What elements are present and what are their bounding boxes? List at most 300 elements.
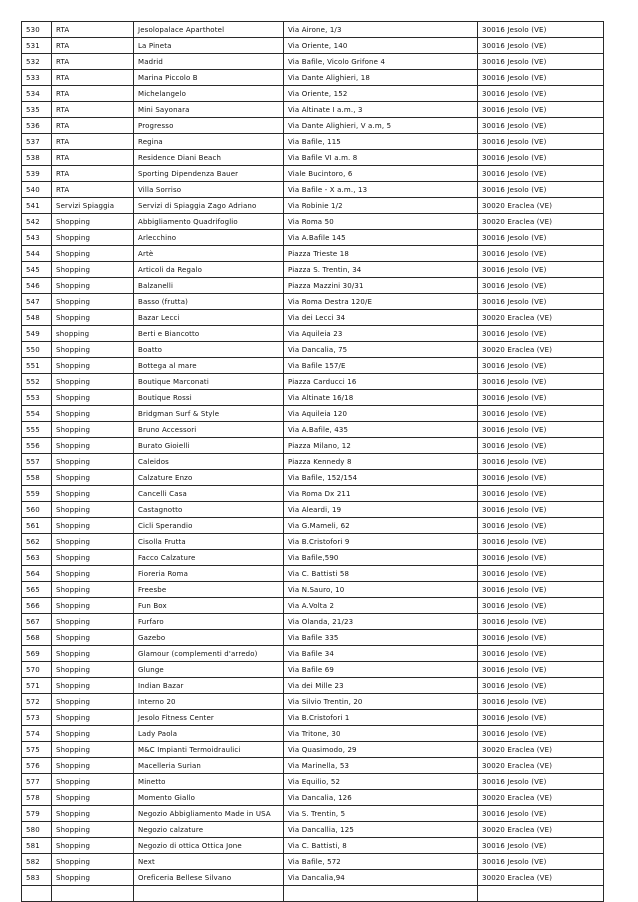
row-number-cell: 535 <box>22 102 52 118</box>
address-cell: Via Roma Destra 120/E <box>284 294 478 310</box>
row-number-cell: 546 <box>22 278 52 294</box>
name-cell: Furfaro <box>134 614 284 630</box>
address-cell: Via Dancalia, 126 <box>284 790 478 806</box>
address-cell: Via A.Bafile 145 <box>284 230 478 246</box>
address-cell: Via Oriente, 140 <box>284 38 478 54</box>
city-cell: 30016 Jesolo (VE) <box>478 294 604 310</box>
city-cell: 30016 Jesolo (VE) <box>478 678 604 694</box>
address-cell: Piazza Carducci 16 <box>284 374 478 390</box>
address-cell: Via Dante Alighieri, V a.m, 5 <box>284 118 478 134</box>
table-row <box>22 86 604 102</box>
category-cell: RTA <box>52 54 134 70</box>
category-cell: Shopping <box>52 710 134 726</box>
city-cell: 30016 Jesolo (VE) <box>478 582 604 598</box>
table-row <box>22 406 604 422</box>
table-row <box>22 854 604 870</box>
address-cell: Piazza Trieste 18 <box>284 246 478 262</box>
row-number-cell: 560 <box>22 502 52 518</box>
table-row <box>22 294 604 310</box>
table-row <box>22 342 604 358</box>
address-cell: Via Bafile 34 <box>284 646 478 662</box>
category-cell: Shopping <box>52 662 134 678</box>
row-number-cell: 533 <box>22 70 52 86</box>
name-cell: Villa Sorriso <box>134 182 284 198</box>
city-cell: 30016 Jesolo (VE) <box>478 374 604 390</box>
address-cell: Via Silvio Trentin, 20 <box>284 694 478 710</box>
city-cell: 30016 Jesolo (VE) <box>478 486 604 502</box>
city-cell: 30016 Jesolo (VE) <box>478 278 604 294</box>
address-cell: Via Bafile 157/E <box>284 358 478 374</box>
category-cell: Shopping <box>52 806 134 822</box>
table-row <box>22 774 604 790</box>
name-cell: Boutique Rossi <box>134 390 284 406</box>
city-cell: 30016 Jesolo (VE) <box>478 150 604 166</box>
address-cell: Piazza Milano, 12 <box>284 438 478 454</box>
city-cell: 30016 Jesolo (VE) <box>478 262 604 278</box>
address-cell: Via Oriente, 152 <box>284 86 478 102</box>
table-row <box>22 326 604 342</box>
category-cell: Shopping <box>52 422 134 438</box>
address-cell: Via Bafile,590 <box>284 550 478 566</box>
category-cell: RTA <box>52 70 134 86</box>
address-cell: Via A.Bafile, 435 <box>284 422 478 438</box>
category-cell: Shopping <box>52 678 134 694</box>
name-cell: Castagnotto <box>134 502 284 518</box>
row-number-cell: 582 <box>22 854 52 870</box>
category-cell: Shopping <box>52 838 134 854</box>
city-cell: 30016 Jesolo (VE) <box>478 422 604 438</box>
category-cell: Shopping <box>52 630 134 646</box>
row-number-cell: 545 <box>22 262 52 278</box>
name-cell: Balzanelli <box>134 278 284 294</box>
table-row <box>22 582 604 598</box>
city-cell: 30016 Jesolo (VE) <box>478 630 604 646</box>
table-row <box>22 598 604 614</box>
name-cell: Boatto <box>134 342 284 358</box>
name-cell: Negozio di ottica Ottica Jone <box>134 838 284 854</box>
address-cell: Via Bafile - X a.m., 13 <box>284 182 478 198</box>
category-cell: Shopping <box>52 486 134 502</box>
address-cell: Via Bafile, 572 <box>284 854 478 870</box>
category-cell: RTA <box>52 38 134 54</box>
address-cell: Via C. Battisti 58 <box>284 566 478 582</box>
table-row <box>22 166 604 182</box>
row-number-cell: 567 <box>22 614 52 630</box>
category-cell: Shopping <box>52 358 134 374</box>
row-number-cell: 541 <box>22 198 52 214</box>
name-cell: Calzature Enzo <box>134 470 284 486</box>
address-cell: Via Bafile, Vicolo Grifone 4 <box>284 54 478 70</box>
row-number-cell: 538 <box>22 150 52 166</box>
category-cell: Shopping <box>52 758 134 774</box>
row-number-cell: 547 <box>22 294 52 310</box>
name-cell: Freesbe <box>134 582 284 598</box>
category-cell: Shopping <box>52 502 134 518</box>
name-cell: M&C Impianti Termoidraulici <box>134 742 284 758</box>
address-cell: Via Altinate 16/18 <box>284 390 478 406</box>
address-cell: Via C. Battisti, 8 <box>284 838 478 854</box>
table-row <box>22 534 604 550</box>
address-cell: Via Olanda, 21/23 <box>284 614 478 630</box>
address-cell: Via Aquileia 23 <box>284 326 478 342</box>
table-row <box>22 790 604 806</box>
row-number-cell: 561 <box>22 518 52 534</box>
city-cell: 30016 Jesolo (VE) <box>478 726 604 742</box>
city-cell: 30016 Jesolo (VE) <box>478 438 604 454</box>
name-cell: Jesolopalace Aparthotel <box>134 22 284 38</box>
category-cell: Shopping <box>52 598 134 614</box>
category-cell: Shopping <box>52 614 134 630</box>
row-number-cell: 554 <box>22 406 52 422</box>
name-cell: Negozio Abbigliamento Made in USA <box>134 806 284 822</box>
category-cell: Shopping <box>52 726 134 742</box>
name-cell: Artè <box>134 246 284 262</box>
category-cell: RTA <box>52 134 134 150</box>
category-cell: RTA <box>52 22 134 38</box>
table-row <box>22 310 604 326</box>
row-number-cell: 564 <box>22 566 52 582</box>
table-row <box>22 694 604 710</box>
name-cell: Marina Piccolo B <box>134 70 284 86</box>
name-cell: Facco Calzature <box>134 550 284 566</box>
listing-table <box>21 21 604 902</box>
row-number-cell: 569 <box>22 646 52 662</box>
category-cell: Shopping <box>52 374 134 390</box>
row-number-cell: 579 <box>22 806 52 822</box>
city-cell: 30020 Eraclea (VE) <box>478 198 604 214</box>
category-cell: Shopping <box>52 534 134 550</box>
name-cell: Basso (frutta) <box>134 294 284 310</box>
category-cell: Shopping <box>52 310 134 326</box>
city-cell: 30016 Jesolo (VE) <box>478 502 604 518</box>
city-cell: 30016 Jesolo (VE) <box>478 518 604 534</box>
category-cell: RTA <box>52 150 134 166</box>
table-row <box>22 822 604 838</box>
table-row <box>22 230 604 246</box>
name-cell: Abbigliamento Quadrifoglio <box>134 214 284 230</box>
name-cell: Gazebo <box>134 630 284 646</box>
category-cell: Shopping <box>52 822 134 838</box>
city-cell: 30016 Jesolo (VE) <box>478 326 604 342</box>
table-row <box>22 502 604 518</box>
name-cell: Mini Sayonara <box>134 102 284 118</box>
address-cell: Via Dante Alighieri, 18 <box>284 70 478 86</box>
table-row <box>22 486 604 502</box>
row-number-cell: 536 <box>22 118 52 134</box>
name-cell: Jesolo Fitness Center <box>134 710 284 726</box>
table-row <box>22 742 604 758</box>
table-row <box>22 614 604 630</box>
row-number-cell: 540 <box>22 182 52 198</box>
category-cell: Shopping <box>52 742 134 758</box>
row-number-cell: 570 <box>22 662 52 678</box>
row-number-cell: 556 <box>22 438 52 454</box>
row-number-cell: 580 <box>22 822 52 838</box>
category-cell: Shopping <box>52 582 134 598</box>
city-cell: 30016 Jesolo (VE) <box>478 246 604 262</box>
address-cell: Via Bafile, 152/154 <box>284 470 478 486</box>
table-row <box>22 470 604 486</box>
address-cell: Piazza Kennedy 8 <box>284 454 478 470</box>
table-row <box>22 806 604 822</box>
listing-table-body <box>22 22 604 902</box>
row-number-cell: 566 <box>22 598 52 614</box>
category-cell: Shopping <box>52 390 134 406</box>
city-cell: 30016 Jesolo (VE) <box>478 646 604 662</box>
address-cell: Via Roma 50 <box>284 214 478 230</box>
address-cell: Viale Bucintoro, 6 <box>284 166 478 182</box>
category-cell: Shopping <box>52 854 134 870</box>
category-cell: RTA <box>52 166 134 182</box>
table-row <box>22 630 604 646</box>
address-cell: Via A.Volta 2 <box>284 598 478 614</box>
row-number-cell: 583 <box>22 870 52 886</box>
city-cell: 30016 Jesolo (VE) <box>478 838 604 854</box>
table-row <box>22 646 604 662</box>
category-cell: RTA <box>52 182 134 198</box>
city-cell: 30016 Jesolo (VE) <box>478 54 604 70</box>
category-cell: Shopping <box>52 294 134 310</box>
address-cell: Via Aquileia 120 <box>284 406 478 422</box>
category-cell: Shopping <box>52 870 134 886</box>
table-row <box>22 838 604 854</box>
row-number-cell: 559 <box>22 486 52 502</box>
category-cell: Shopping <box>52 406 134 422</box>
table-row <box>22 262 604 278</box>
name-cell: Minetto <box>134 774 284 790</box>
row-number-cell: 574 <box>22 726 52 742</box>
name-cell: Burato Gioielli <box>134 438 284 454</box>
name-cell: Bruno Accessori <box>134 422 284 438</box>
name-cell: Negozio calzature <box>134 822 284 838</box>
name-cell: Articoli da Regalo <box>134 262 284 278</box>
row-number-cell: 553 <box>22 390 52 406</box>
address-cell: Via dei Mille 23 <box>284 678 478 694</box>
row-number-cell: 578 <box>22 790 52 806</box>
name-cell: Boutique Marconati <box>134 374 284 390</box>
table-row <box>22 438 604 454</box>
table-row <box>22 38 604 54</box>
city-cell: 30016 Jesolo (VE) <box>478 614 604 630</box>
city-cell: 30020 Eraclea (VE) <box>478 822 604 838</box>
row-number-cell: 572 <box>22 694 52 710</box>
table-row <box>22 710 604 726</box>
city-cell: 30016 Jesolo (VE) <box>478 70 604 86</box>
name-cell: Glunge <box>134 662 284 678</box>
category-cell: Servizi Spiaggia <box>52 198 134 214</box>
table-row <box>22 198 604 214</box>
category-cell: Shopping <box>52 438 134 454</box>
row-number-cell: 571 <box>22 678 52 694</box>
city-cell: 30016 Jesolo (VE) <box>478 230 604 246</box>
city-cell: 30016 Jesolo (VE) <box>478 406 604 422</box>
address-cell: Via Roma Dx 211 <box>284 486 478 502</box>
table-row <box>22 182 604 198</box>
table-row <box>22 726 604 742</box>
city-cell: 30016 Jesolo (VE) <box>478 470 604 486</box>
address-cell: Via Bafile, 115 <box>284 134 478 150</box>
name-cell: Oreficeria Bellese Silvano <box>134 870 284 886</box>
address-cell: Piazza Mazzini 30/31 <box>284 278 478 294</box>
city-cell: 30016 Jesolo (VE) <box>478 102 604 118</box>
city-cell: 30020 Eraclea (VE) <box>478 310 604 326</box>
address-cell: Via Aleardi, 19 <box>284 502 478 518</box>
city-cell: 30016 Jesolo (VE) <box>478 534 604 550</box>
city-cell: 30016 Jesolo (VE) <box>478 854 604 870</box>
name-cell: Indian Bazar <box>134 678 284 694</box>
category-cell: Shopping <box>52 518 134 534</box>
address-cell: Via G.Mameli, 62 <box>284 518 478 534</box>
category-cell: Shopping <box>52 646 134 662</box>
city-cell: 30016 Jesolo (VE) <box>478 390 604 406</box>
category-cell: Shopping <box>52 214 134 230</box>
city-cell: 30016 Jesolo (VE) <box>478 358 604 374</box>
name-cell: Progresso <box>134 118 284 134</box>
row-number-cell: 534 <box>22 86 52 102</box>
city-cell: 30016 Jesolo (VE) <box>478 662 604 678</box>
row-number-cell: 577 <box>22 774 52 790</box>
table-row <box>22 870 604 886</box>
table-row <box>22 518 604 534</box>
row-number-cell: 531 <box>22 38 52 54</box>
row-number-cell: 544 <box>22 246 52 262</box>
city-cell: 30020 Eraclea (VE) <box>478 758 604 774</box>
city-cell: 30020 Eraclea (VE) <box>478 342 604 358</box>
address-cell: Via Dancallia, 125 <box>284 822 478 838</box>
table-row <box>22 374 604 390</box>
address-cell: Via Bafile 69 <box>284 662 478 678</box>
city-cell: 30016 Jesolo (VE) <box>478 22 604 38</box>
category-cell: Shopping <box>52 246 134 262</box>
name-cell: Fioreria Roma <box>134 566 284 582</box>
city-cell: 30020 Eraclea (VE) <box>478 870 604 886</box>
name-cell: Bazar Lecci <box>134 310 284 326</box>
row-number-cell: 565 <box>22 582 52 598</box>
address-cell: Via B.Cristofori 1 <box>284 710 478 726</box>
table-row <box>22 214 604 230</box>
table-row <box>22 758 604 774</box>
address-cell: Via Tritone, 30 <box>284 726 478 742</box>
name-cell: Berti e Biancotto <box>134 326 284 342</box>
table-row <box>22 678 604 694</box>
category-cell: Shopping <box>52 694 134 710</box>
address-cell: Via Bafile 335 <box>284 630 478 646</box>
address-cell: Via Dancalia,94 <box>284 870 478 886</box>
address-cell: Via Airone, 1/3 <box>284 22 478 38</box>
city-cell: 30020 Eraclea (VE) <box>478 214 604 230</box>
table-row <box>22 422 604 438</box>
city-cell: 30016 Jesolo (VE) <box>478 806 604 822</box>
name-cell: Cicli Sperandio <box>134 518 284 534</box>
name-cell: Arlecchino <box>134 230 284 246</box>
address-cell: Via S. Trentin, 5 <box>284 806 478 822</box>
city-cell: 30016 Jesolo (VE) <box>478 694 604 710</box>
name-cell: Madrid <box>134 54 284 70</box>
table-row <box>22 662 604 678</box>
address-cell: Piazza S. Trentin, 34 <box>284 262 478 278</box>
category-cell: Shopping <box>52 566 134 582</box>
name-cell: Residence Diani Beach <box>134 150 284 166</box>
row-number-cell: 562 <box>22 534 52 550</box>
name-cell: Cisolla Frutta <box>134 534 284 550</box>
name-cell: Caleidos <box>134 454 284 470</box>
name-cell: Bridgman Surf & Style <box>134 406 284 422</box>
city-cell: 30016 Jesolo (VE) <box>478 166 604 182</box>
name-cell: Michelangelo <box>134 86 284 102</box>
city-cell: 30016 Jesolo (VE) <box>478 134 604 150</box>
table-row <box>22 70 604 86</box>
row-number-cell: 548 <box>22 310 52 326</box>
row-number-cell: 551 <box>22 358 52 374</box>
address-cell: Via B.Cristofori 9 <box>284 534 478 550</box>
table-row <box>22 566 604 582</box>
name-cell: Servizi di Spiaggia Zago Adriano <box>134 198 284 214</box>
row-number-cell: 581 <box>22 838 52 854</box>
category-cell: Shopping <box>52 342 134 358</box>
row-number-cell: 550 <box>22 342 52 358</box>
city-cell: 30020 Eraclea (VE) <box>478 790 604 806</box>
row-number-cell: 558 <box>22 470 52 486</box>
row-number-cell: 573 <box>22 710 52 726</box>
row-number-cell: 557 <box>22 454 52 470</box>
city-cell: 30016 Jesolo (VE) <box>478 454 604 470</box>
address-cell: Via N.Sauro, 10 <box>284 582 478 598</box>
name-cell: Interno 20 <box>134 694 284 710</box>
address-cell: Via Dancalia, 75 <box>284 342 478 358</box>
address-cell: Via Marinella, 53 <box>284 758 478 774</box>
row-number-cell: 532 <box>22 54 52 70</box>
city-cell: 30016 Jesolo (VE) <box>478 38 604 54</box>
table-row <box>22 278 604 294</box>
table-row <box>22 246 604 262</box>
category-cell: Shopping <box>52 278 134 294</box>
row-number-cell: 563 <box>22 550 52 566</box>
table-row <box>22 550 604 566</box>
name-cell: Macelleria Surian <box>134 758 284 774</box>
city-cell: 30016 Jesolo (VE) <box>478 710 604 726</box>
category-cell: Shopping <box>52 262 134 278</box>
table-row <box>22 54 604 70</box>
city-cell: 30016 Jesolo (VE) <box>478 118 604 134</box>
row-number-cell: 575 <box>22 742 52 758</box>
address-cell: Via Altinate I a.m., 3 <box>284 102 478 118</box>
row-number-cell: 542 <box>22 214 52 230</box>
address-cell: Via Quasimodo, 29 <box>284 742 478 758</box>
row-number-cell: 543 <box>22 230 52 246</box>
name-cell: La Pineta <box>134 38 284 54</box>
row-number-cell: 555 <box>22 422 52 438</box>
name-cell: Fun Box <box>134 598 284 614</box>
row-number-cell: 539 <box>22 166 52 182</box>
category-cell: Shopping <box>52 790 134 806</box>
category-cell: RTA <box>52 118 134 134</box>
category-cell: Shopping <box>52 774 134 790</box>
name-cell: Sporting Dipendenza Bauer <box>134 166 284 182</box>
city-cell: 30016 Jesolo (VE) <box>478 774 604 790</box>
table-row <box>22 118 604 134</box>
category-cell: RTA <box>52 86 134 102</box>
category-cell: Shopping <box>52 230 134 246</box>
row-number-cell: 549 <box>22 326 52 342</box>
name-cell: Bottega al mare <box>134 358 284 374</box>
address-cell: Via Bafile VI a.m. 8 <box>284 150 478 166</box>
name-cell: Cancelli Casa <box>134 486 284 502</box>
category-cell: Shopping <box>52 550 134 566</box>
category-cell: Shopping <box>52 470 134 486</box>
row-number-cell: 530 <box>22 22 52 38</box>
address-cell: Via Robinie 1/2 <box>284 198 478 214</box>
table-row <box>22 150 604 166</box>
